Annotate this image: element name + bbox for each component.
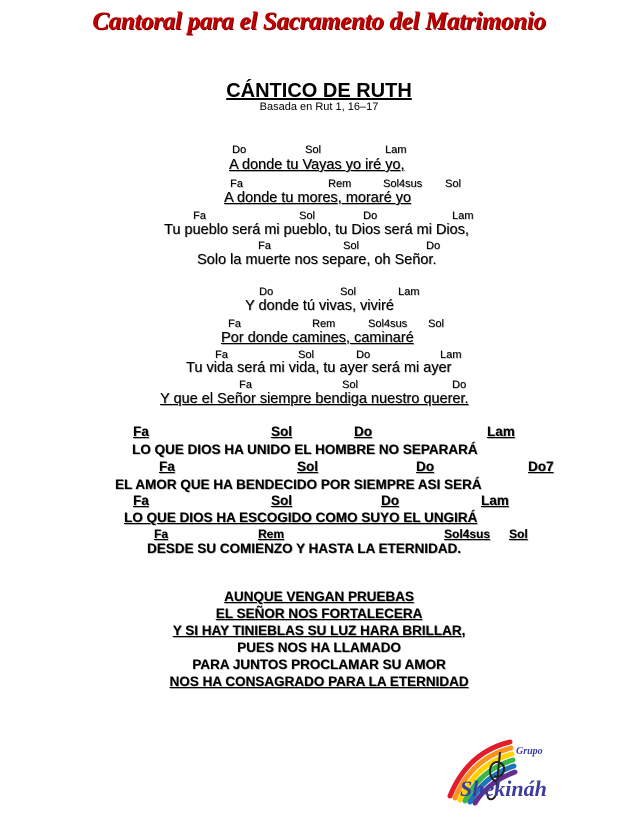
chorus-line: LO QUE DIOS HA ESCOGIDO COMO SUYO EL UNGIRÁ [124, 510, 478, 525]
chord: Do [356, 349, 371, 361]
lyric-line: Y que el Señor siempre bendiga nuestro querer. [160, 391, 469, 407]
verse-line: PUES NOS HA LLAMADO [237, 640, 401, 655]
chord: Sol [305, 144, 321, 156]
chord: Fa [133, 424, 149, 439]
lyric-line: Tu pueblo será mi pueblo, tu Dios será mi Dios, [164, 222, 469, 238]
chord: Sol [445, 178, 461, 190]
logo-group-label: Grupo [516, 746, 543, 757]
lyric-line: Por donde camines, caminaré [221, 330, 414, 346]
chord: Lam [487, 424, 515, 439]
chord: Sol [340, 286, 356, 298]
lyric-line: Solo la muerte nos separe, oh Señor. [197, 252, 437, 268]
chord: Fa [230, 178, 243, 190]
chorus-line: LO QUE DIOS HA UNIDO EL HOMBRE NO SEPARARÁ [132, 442, 478, 457]
chord: Sol [343, 240, 359, 252]
lyric-line: A donde tu Vayas yo iré yo, [229, 157, 405, 173]
chord: Sol [428, 318, 444, 330]
chord: Fa [215, 349, 228, 361]
chord: Sol [298, 349, 314, 361]
chord: Sol [509, 527, 528, 541]
chord: Lam [452, 210, 474, 222]
logo-name: Shekináh [460, 776, 547, 801]
lyric-line: Tu vida será mi vida, tu ayer será mi ayer [186, 360, 452, 376]
chord: Lam [385, 144, 407, 156]
song-subtitle: Basada en Rut 1, 16–17 [259, 101, 379, 113]
chord: Fa [154, 527, 169, 541]
chord: Sol4sus [383, 178, 423, 190]
chord: Sol4sus [368, 318, 408, 330]
chord: Sol [297, 459, 319, 474]
chord: Lam [440, 349, 462, 361]
cantoral-header: Cantoral para el Sacramento del Matrimonio [92, 8, 546, 35]
chord: Fa [239, 379, 252, 391]
chord: Sol4sus [444, 527, 491, 541]
chord: Sol [271, 424, 293, 439]
verse-line: NOS HA CONSAGRADO PARA LA ETERNIDAD [169, 674, 469, 689]
chord: Do [354, 424, 372, 439]
chord: Lam [398, 286, 420, 298]
verse-line: Y SI HAY TINIEBLAS SU LUZ HARA BRILLAR, [172, 623, 466, 638]
shekinah-logo [444, 734, 584, 810]
chord: Rem [328, 178, 352, 190]
chord: Do [232, 144, 247, 156]
chord: Fa [193, 210, 206, 222]
chord: Do [452, 379, 467, 391]
chorus-line: EL AMOR QUE HA BENDECIDO POR SIEMPRE ASI SERÁ [115, 477, 482, 492]
chord: Do [426, 240, 441, 252]
chord: Do [259, 286, 274, 298]
chord: Lam [481, 493, 509, 508]
chord: Sol [299, 210, 315, 222]
chord: Sol [342, 379, 358, 391]
chord: Sol [271, 493, 293, 508]
chord: Do [363, 210, 378, 222]
chord: Rem [258, 527, 285, 541]
chorus-line: DESDE SU COMIENZO Y HASTA LA ETERNIDAD. [147, 541, 462, 556]
chord: Fa [258, 240, 271, 252]
verse-line: PARA JUNTOS PROCLAMAR SU AMOR [192, 657, 446, 672]
verse-line: AUNQUE VENGAN PRUEBAS [224, 589, 414, 604]
verse-line: EL SEÑOR NOS FORTALECERA [215, 606, 423, 621]
lyric-line: A donde tu mores, moraré yo [224, 190, 411, 206]
chord: Fa [228, 318, 241, 330]
chord: Do [416, 459, 434, 474]
chord: Do [381, 493, 399, 508]
chord: Do7 [528, 459, 554, 474]
chord: Fa [159, 459, 175, 474]
song-title: CÁNTICO DE RUTH [226, 80, 412, 102]
chord: Fa [133, 493, 149, 508]
lyric-line: Y donde tú vivas, viviré [245, 298, 394, 314]
chord: Rem [312, 318, 336, 330]
